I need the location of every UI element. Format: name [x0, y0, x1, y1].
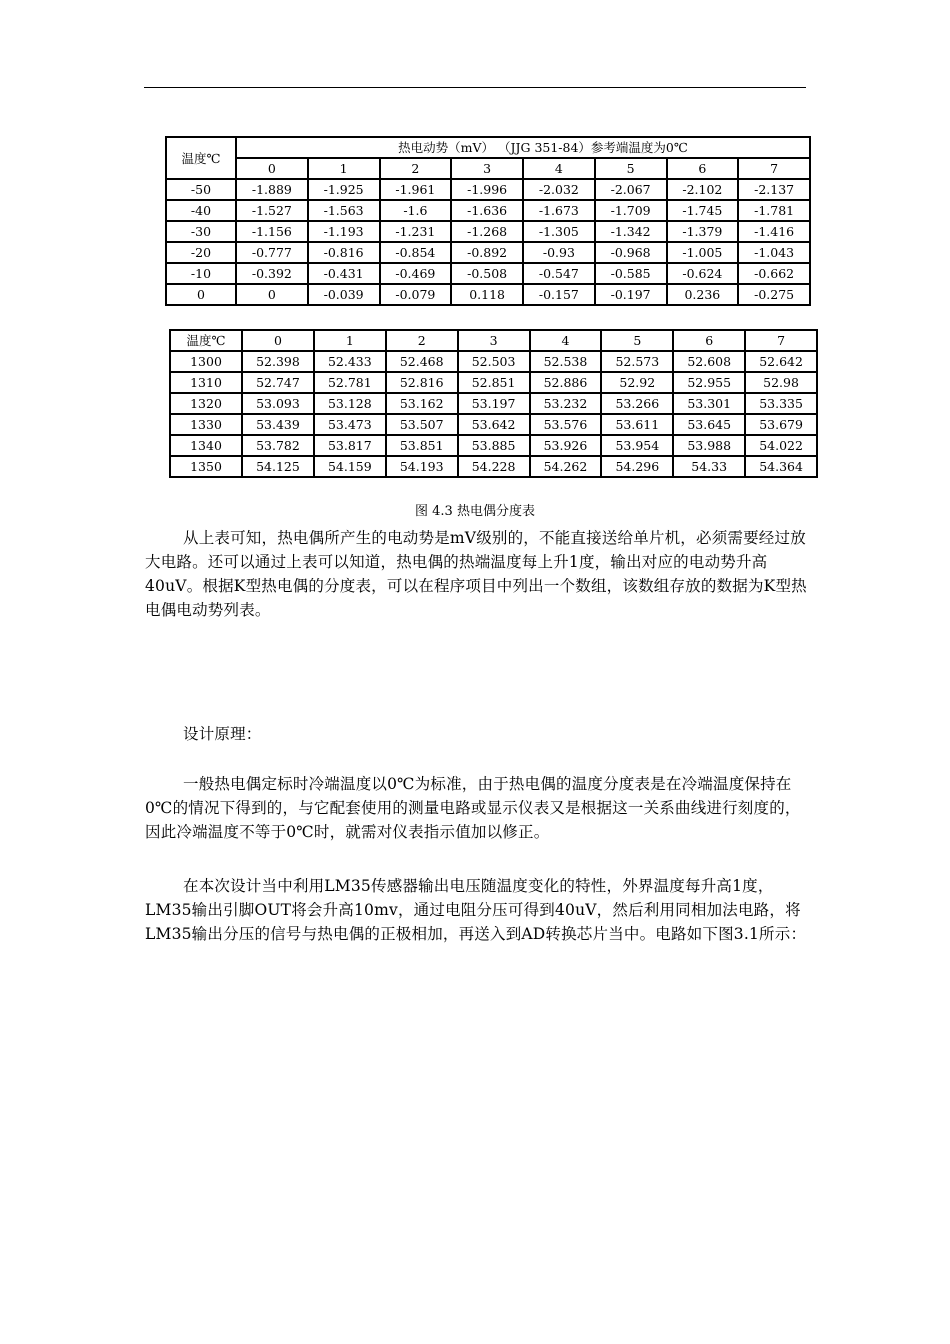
table-row [170, 435, 817, 456]
table-cell: -0.585 [595, 263, 667, 284]
table-cell: 52.98 [745, 372, 817, 393]
row-temperature: 0 [166, 284, 236, 305]
table-cell: -1.342 [595, 221, 667, 242]
table-cell: -0.816 [308, 242, 380, 263]
column-header: 1 [308, 158, 380, 179]
table-cell: 53.473 [314, 414, 386, 435]
table-row [170, 393, 817, 414]
table-row [166, 221, 810, 242]
table-cell: 52.955 [673, 372, 745, 393]
table-cell: -0.469 [380, 263, 452, 284]
table-column-row [170, 330, 817, 351]
table-cell: 54.364 [745, 456, 817, 477]
table-cell: 52.538 [530, 351, 602, 372]
table-cell: 53.266 [601, 393, 673, 414]
column-header: 6 [667, 158, 739, 179]
table-cell: 52.92 [601, 372, 673, 393]
row-temperature: 1300 [170, 351, 242, 372]
table-cell: -1.156 [236, 221, 308, 242]
section-heading-design-principle: 设计原理： [183, 725, 262, 743]
table-title: 热电动势（mV） （JJG 351-84）参考端温度为0℃ [236, 137, 810, 158]
column-header: 3 [451, 158, 523, 179]
table-cell: 52.608 [673, 351, 745, 372]
table-column-row [166, 158, 810, 179]
table-cell: 54.262 [530, 456, 602, 477]
table-cell: -0.392 [236, 263, 308, 284]
row-temperature: 1320 [170, 393, 242, 414]
table-cell: -2.137 [738, 179, 810, 200]
table-row [166, 242, 810, 263]
column-header: 3 [458, 330, 530, 351]
row-temperature: -10 [166, 263, 236, 284]
table-cell: 52.851 [458, 372, 530, 393]
table-cell: -2.067 [595, 179, 667, 200]
table-cell: 53.335 [745, 393, 817, 414]
table-cell: 53.926 [530, 435, 602, 456]
column-header: 4 [530, 330, 602, 351]
table-cell: -0.547 [523, 263, 595, 284]
table-cell: 53.679 [745, 414, 817, 435]
table-cell: -0.039 [308, 284, 380, 305]
table-row [170, 456, 817, 477]
column-header: 2 [380, 158, 452, 179]
column-header: 0 [242, 330, 314, 351]
table-cell: 53.232 [530, 393, 602, 414]
table-corner-label: 温度℃ [170, 330, 242, 351]
table-cell: 52.747 [242, 372, 314, 393]
table-cell: 54.228 [458, 456, 530, 477]
table-cell: 0 [236, 284, 308, 305]
table-cell: -1.961 [380, 179, 452, 200]
header-rule [144, 87, 806, 88]
table-cell: 0.236 [667, 284, 739, 305]
row-temperature: 1310 [170, 372, 242, 393]
table-cell: -0.624 [667, 263, 739, 284]
table-cell: 52.781 [314, 372, 386, 393]
table-cell: 54.193 [386, 456, 458, 477]
row-temperature: 1330 [170, 414, 242, 435]
table-cell: -0.93 [523, 242, 595, 263]
table-cell: -0.777 [236, 242, 308, 263]
table-cell: -1.709 [595, 200, 667, 221]
column-header: 5 [595, 158, 667, 179]
table-cell: -0.892 [451, 242, 523, 263]
table-cell: -1.379 [667, 221, 739, 242]
table-cell: 53.885 [458, 435, 530, 456]
table-cell: -1.231 [380, 221, 452, 242]
table-cell: 52.642 [745, 351, 817, 372]
table-cell: -0.275 [738, 284, 810, 305]
column-header: 7 [738, 158, 810, 179]
table-cell: -0.197 [595, 284, 667, 305]
table-cell: 54.296 [601, 456, 673, 477]
table-cell: 53.817 [314, 435, 386, 456]
table-cell: -1.6 [380, 200, 452, 221]
table-row [166, 263, 810, 284]
table-row [166, 200, 810, 221]
table-cell: 53.645 [673, 414, 745, 435]
column-header: 1 [314, 330, 386, 351]
table-cell: 53.576 [530, 414, 602, 435]
table-cell: -0.968 [595, 242, 667, 263]
table-cell: -1.527 [236, 200, 308, 221]
table-cell: 54.159 [314, 456, 386, 477]
table-cell: 54.33 [673, 456, 745, 477]
column-header: 5 [601, 330, 673, 351]
table-cell: -1.636 [451, 200, 523, 221]
table-cell: -1.781 [738, 200, 810, 221]
table-cell: 53.128 [314, 393, 386, 414]
thermocouple-table-negative [165, 136, 811, 306]
table-cell: 53.782 [242, 435, 314, 456]
table-cell: -1.925 [308, 179, 380, 200]
table-cell: 52.886 [530, 372, 602, 393]
table-row [170, 351, 817, 372]
column-header: 6 [673, 330, 745, 351]
table-cell: 53.439 [242, 414, 314, 435]
table-cell: -1.416 [738, 221, 810, 242]
table-cell: -1.889 [236, 179, 308, 200]
table-corner-label: 温度℃ [166, 137, 236, 179]
table-cell: -1.305 [523, 221, 595, 242]
table-cell: 53.851 [386, 435, 458, 456]
table-cell: -0.157 [523, 284, 595, 305]
table-cell: 54.125 [242, 456, 314, 477]
figure-caption: 图 4.3 热电偶分度表 [415, 504, 535, 519]
table-cell: 52.503 [458, 351, 530, 372]
table-cell: -2.032 [523, 179, 595, 200]
table-cell: -0.508 [451, 263, 523, 284]
table-cell: 53.954 [601, 435, 673, 456]
table-cell: -1.745 [667, 200, 739, 221]
row-temperature: -40 [166, 200, 236, 221]
thermocouple-table-high [169, 329, 818, 478]
table-cell: 52.433 [314, 351, 386, 372]
row-temperature: -50 [166, 179, 236, 200]
table-cell: 53.093 [242, 393, 314, 414]
table-cell: -1.673 [523, 200, 595, 221]
row-temperature: 1350 [170, 456, 242, 477]
table-cell: 54.022 [745, 435, 817, 456]
table-cell: 53.642 [458, 414, 530, 435]
table-cell: -0.662 [738, 263, 810, 284]
table-cell: 53.611 [601, 414, 673, 435]
table-cell: -0.079 [380, 284, 452, 305]
table-cell: 0.118 [451, 284, 523, 305]
table-cell: 52.398 [242, 351, 314, 372]
table-cell: 53.988 [673, 435, 745, 456]
row-temperature: 1340 [170, 435, 242, 456]
table-cell: 53.301 [673, 393, 745, 414]
table-header-row [166, 137, 810, 158]
paragraph-lm35-design: 在本次设计当中利用LM35传感器输出电压随温度变化的特性，外界温度每升高1度，LM35输出引脚OUT将会升高10mv，通过电阻分压可得到40uV，然后利用同相加法电路，将LM35输出分压的信号与热电偶的正极相加，再送入到AD转换芯片当中。电路如下图3.1所示： [145, 877, 807, 943]
table-cell: 52.468 [386, 351, 458, 372]
column-header: 0 [236, 158, 308, 179]
table-row [170, 372, 817, 393]
table-cell: 52.816 [386, 372, 458, 393]
row-temperature: -30 [166, 221, 236, 242]
table-row [166, 284, 810, 305]
table-cell: -2.102 [667, 179, 739, 200]
table-cell: -1.005 [667, 242, 739, 263]
table-cell: 53.197 [458, 393, 530, 414]
table-cell: -0.854 [380, 242, 452, 263]
table-cell: 53.162 [386, 393, 458, 414]
column-header: 2 [386, 330, 458, 351]
row-temperature: -20 [166, 242, 236, 263]
table-cell: 52.573 [601, 351, 673, 372]
table-cell: -1.193 [308, 221, 380, 242]
table-cell: -1.043 [738, 242, 810, 263]
table-cell: 53.507 [386, 414, 458, 435]
paragraph-table-explanation: 从上表可知，热电偶所产生的电动势是mV级别的，不能直接送给单片机，必须需要经过放大电路。还可以通过上表可以知道，热电偶的热端温度每上升1度，输出对应的电动势升高40uV。根据K型热电偶的分度表，可以在程序项目中列出一个数组，该数组存放的数据为K型热电偶电动势列表。 [145, 529, 807, 619]
column-header: 4 [523, 158, 595, 179]
paragraph-cold-junction: 一般热电偶定标时冷端温度以0℃为标准，由于热电偶的温度分度表是在冷端温度保持在0℃的情况下得到的，与它配套使用的测量电路或显示仪表又是根据这一关系曲线进行刻度的，因此冷端温度不等于0℃时，就需对仪表指示值加以修正。 [145, 775, 801, 841]
table-cell: -1.996 [451, 179, 523, 200]
table-row [166, 179, 810, 200]
table-cell: -0.431 [308, 263, 380, 284]
table-row [170, 414, 817, 435]
table-cell: -1.563 [308, 200, 380, 221]
column-header: 7 [745, 330, 817, 351]
table-cell: -1.268 [451, 221, 523, 242]
